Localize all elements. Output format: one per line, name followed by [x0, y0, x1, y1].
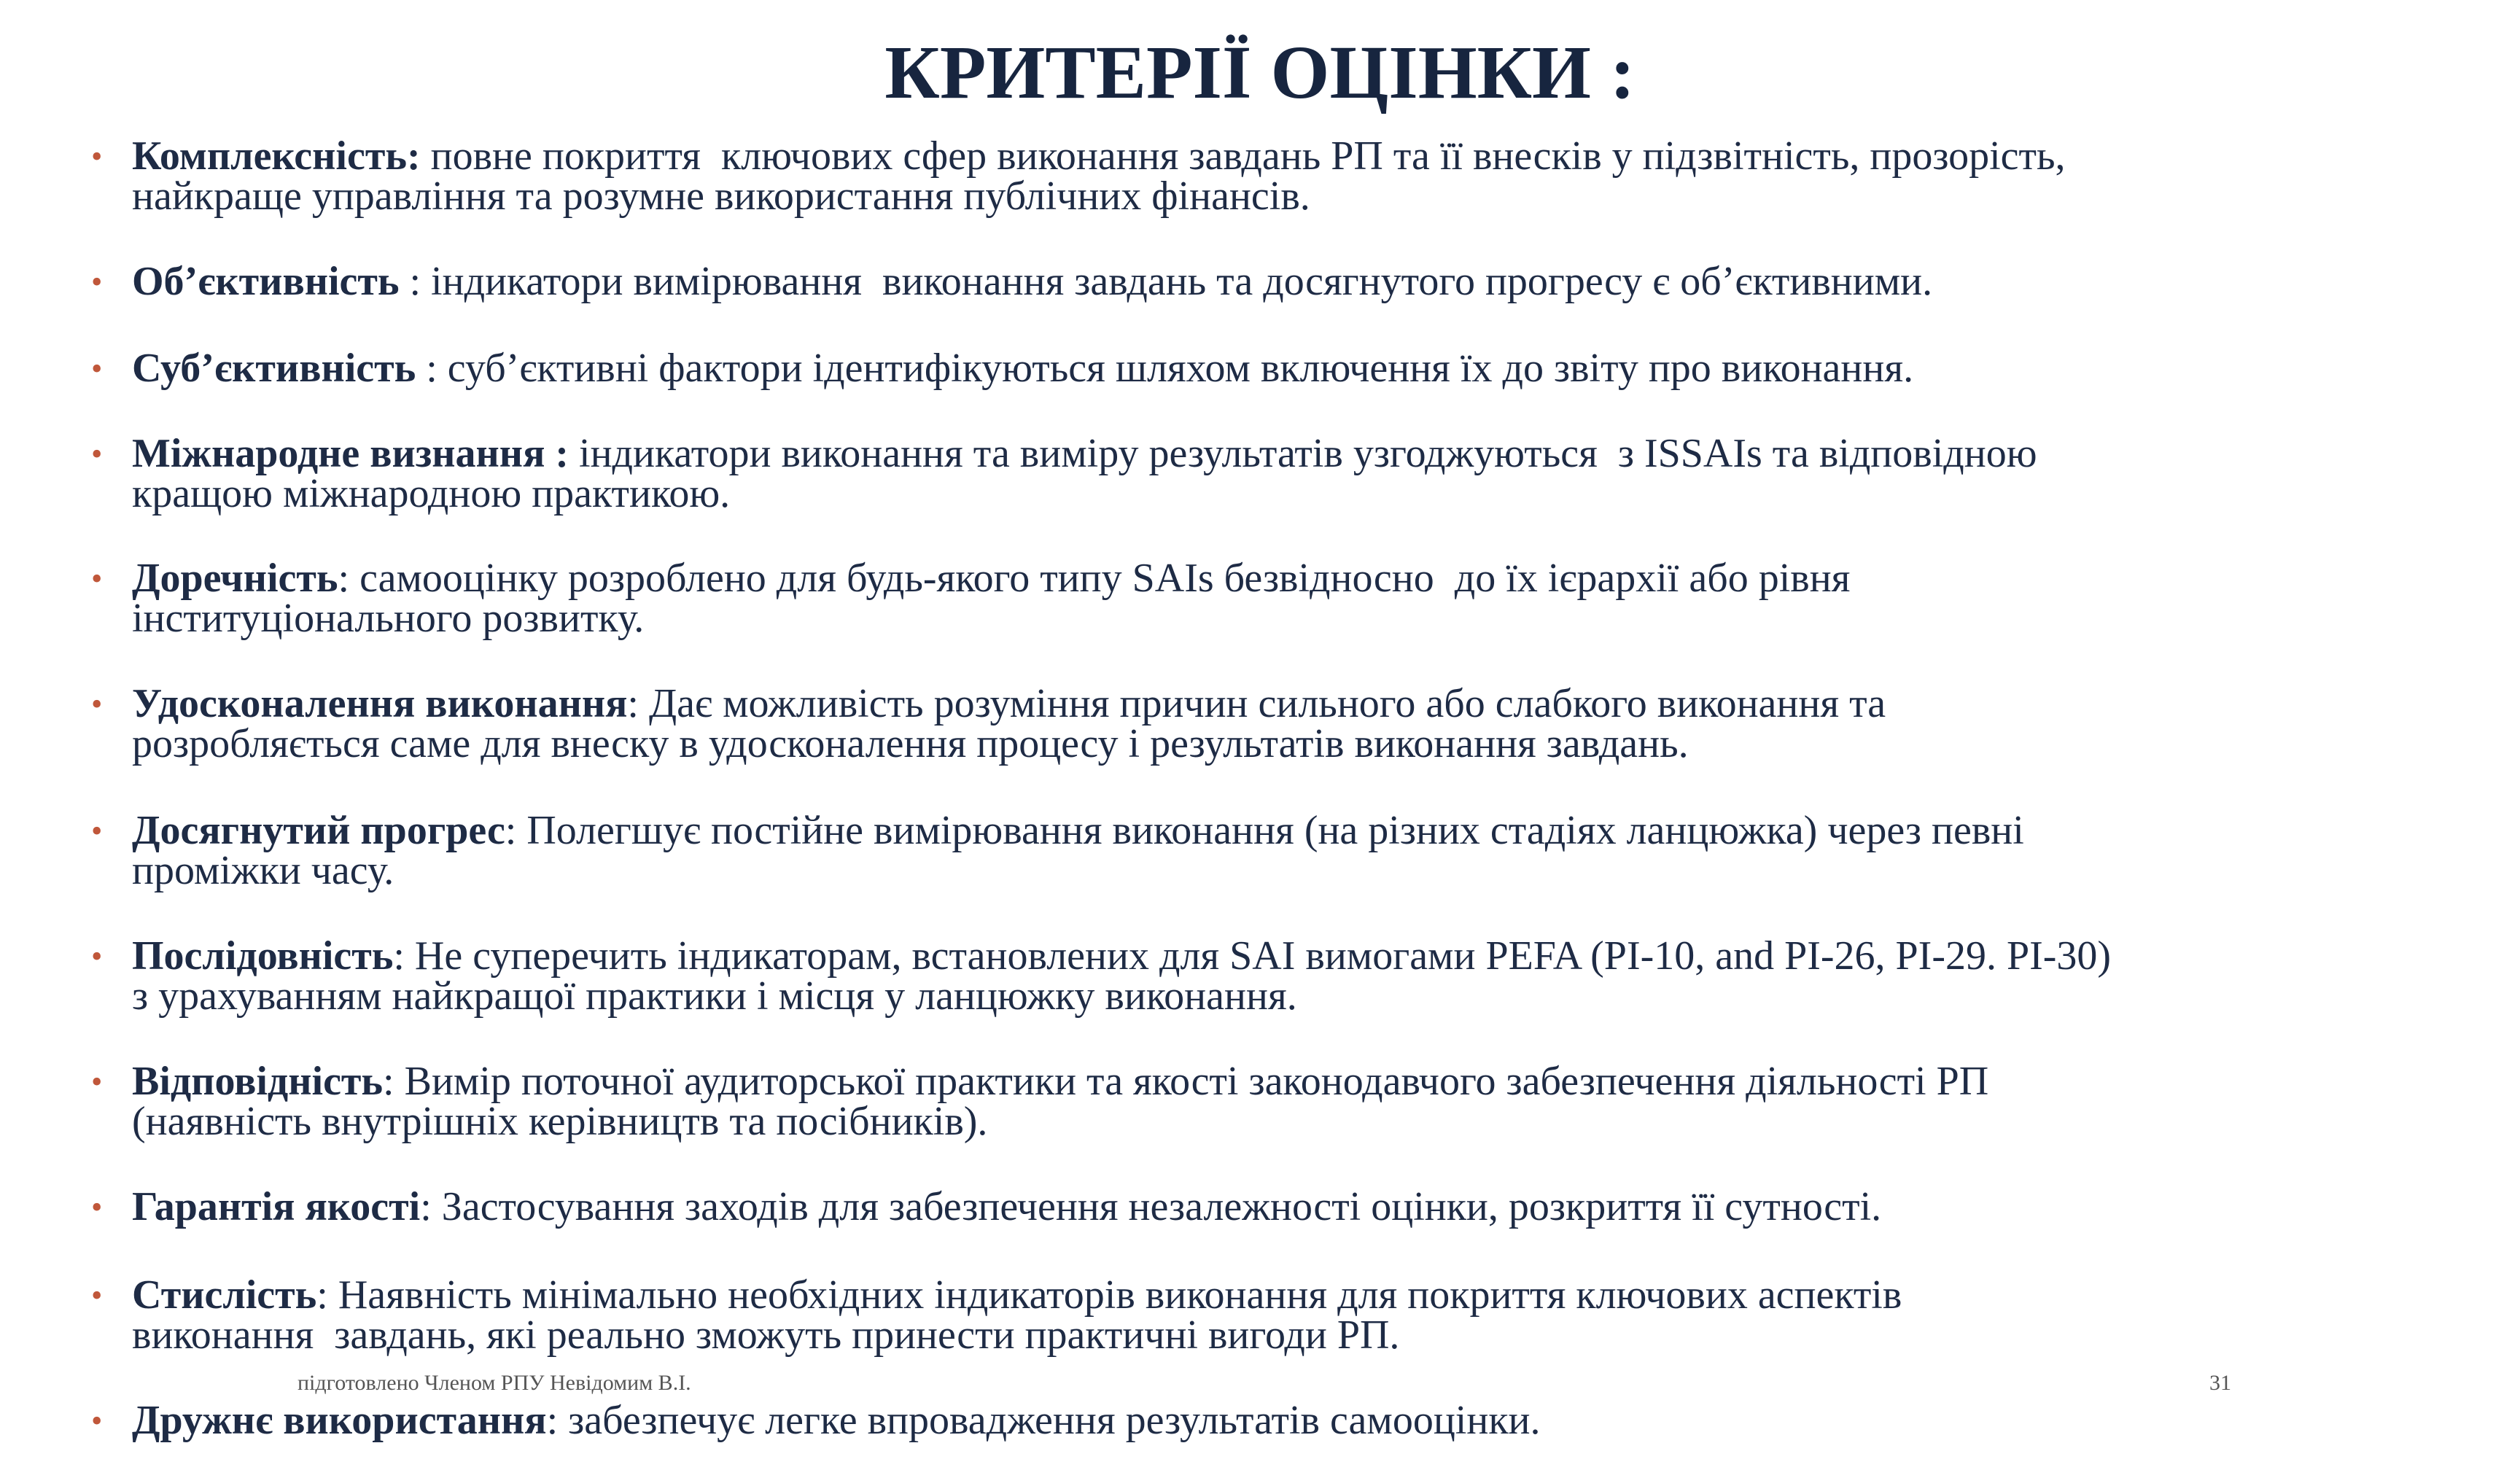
item-line-2: виконання завдань, які реально зможуть принести практичні вигоди РП.: [132, 1312, 1400, 1358]
item-line-2: з урахуванням найкращої практики і місця у ланцюжку виконання.: [132, 973, 1297, 1019]
item-line-2: кращою міжнародною практикою.: [132, 471, 731, 516]
slide-title: КРИТЕРІЇ ОЦІНКИ :: [884, 31, 1636, 114]
item-line-1: [132, 1398, 1541, 1443]
item-line-1: [132, 1184, 1882, 1229]
item-line-1: [132, 431, 2037, 476]
bullet-icon: •: [91, 264, 103, 300]
criteria-term: Доречність: [132, 556, 338, 601]
criteria-description: індикатори виконання та виміру результатів узгоджуються з ISSAIs та відповідною: [569, 431, 2037, 476]
item-line-1: [132, 681, 1886, 726]
bullet-icon: •: [91, 1064, 103, 1100]
criteria-term: Гарантія якості: [132, 1184, 421, 1229]
item-line-2: (наявність внутрішніх керівництв та посібників).: [132, 1099, 988, 1144]
footer-author: підготовлено Членом РПУ Невідомим В.І.: [298, 1371, 691, 1395]
criteria-description: : суб’єктивні фактори ідентифікуються шляхом включення їх до звіту про виконання.: [416, 346, 1914, 391]
bullet-icon: •: [91, 1277, 103, 1313]
item-line-1: [132, 346, 1914, 391]
criteria-description: : Полегшує постійне вимірювання виконання (на різних стадіях ланцюжка) через певні: [505, 808, 2024, 853]
bullet-icon: •: [91, 436, 103, 472]
bullet-icon: •: [91, 1189, 103, 1225]
criteria-description: : Наявність мінімально необхідних індикаторів виконання для покриття ключових аспектів: [316, 1272, 1902, 1318]
criteria-description: : Вимір поточної аудиторської практики та якості законодавчого забезпечення діяльності РП: [383, 1059, 1989, 1104]
item-line-2: проміжки часу.: [132, 848, 394, 893]
item-line-1: [132, 133, 2066, 179]
bullet-icon: •: [91, 561, 103, 596]
criteria-description: : Не суперечить індикаторам, встановлених для SAI вимогами PEFA (PI-10, and PI-26, PI-29. PI-30): [393, 933, 2112, 979]
item-line-1: [132, 933, 2112, 979]
criteria-description: : забезпечує легке впровадження результатів самооцінки.: [546, 1398, 1541, 1443]
page-number: 31: [2209, 1371, 2231, 1395]
item-line-2: розробляється саме для внеску в удосконалення процесу і результатів виконання завдань.: [132, 721, 1689, 766]
bullet-icon: •: [91, 938, 103, 974]
item-line-2: інституціонального розвитку.: [132, 596, 645, 641]
criteria-description: : Дає можливість розуміння причин сильного або слабкого виконання та: [627, 681, 1886, 726]
criteria-term: Відповідність: [132, 1059, 384, 1104]
criteria-description: : індикатори вимірювання виконання завдань та досягнутого прогресу є об’єктивними.: [399, 259, 1933, 304]
criteria-term: Комплексність:: [132, 133, 421, 179]
bullet-icon: •: [91, 351, 103, 386]
item-line-1: [132, 1059, 1989, 1104]
criteria-term: Об’єктивність: [132, 259, 400, 304]
item-line-1: [132, 1272, 1902, 1318]
criteria-term: Міжнародне визнання :: [132, 431, 569, 476]
item-line-1: [132, 556, 1851, 601]
bullet-icon: •: [91, 686, 103, 722]
criteria-term: Стислість: [132, 1272, 317, 1318]
bullet-icon: •: [91, 139, 103, 174]
criteria-term: Суб’єктивність: [132, 346, 416, 391]
criteria-term: Досягнутий прогрес: [132, 808, 505, 853]
item-line-1: [132, 808, 2024, 853]
bullet-icon: •: [91, 1403, 103, 1439]
criteria-description: : Застосування заходів для забезпечення незалежності оцінки, розкриття її сутності.: [420, 1184, 1882, 1229]
criteria-term: Удосконалення виконання: [132, 681, 628, 726]
criteria-description: : самооцінку розроблено для будь-якого типу SAIs безвідносно до їх ієрархії або рівня: [338, 556, 1851, 601]
bullet-icon: •: [91, 813, 103, 849]
criteria-description: повне покриття ключових сфер виконання завдань РП та її внесків у підзвітність, прозорість,: [420, 133, 2066, 179]
criteria-term: Послідовність: [132, 933, 394, 979]
item-line-2: найкраще управління та розумне використання публічних фінансів.: [132, 174, 1310, 219]
item-line-1: [132, 259, 1933, 304]
criteria-term: Дружнє використання: [132, 1398, 547, 1443]
